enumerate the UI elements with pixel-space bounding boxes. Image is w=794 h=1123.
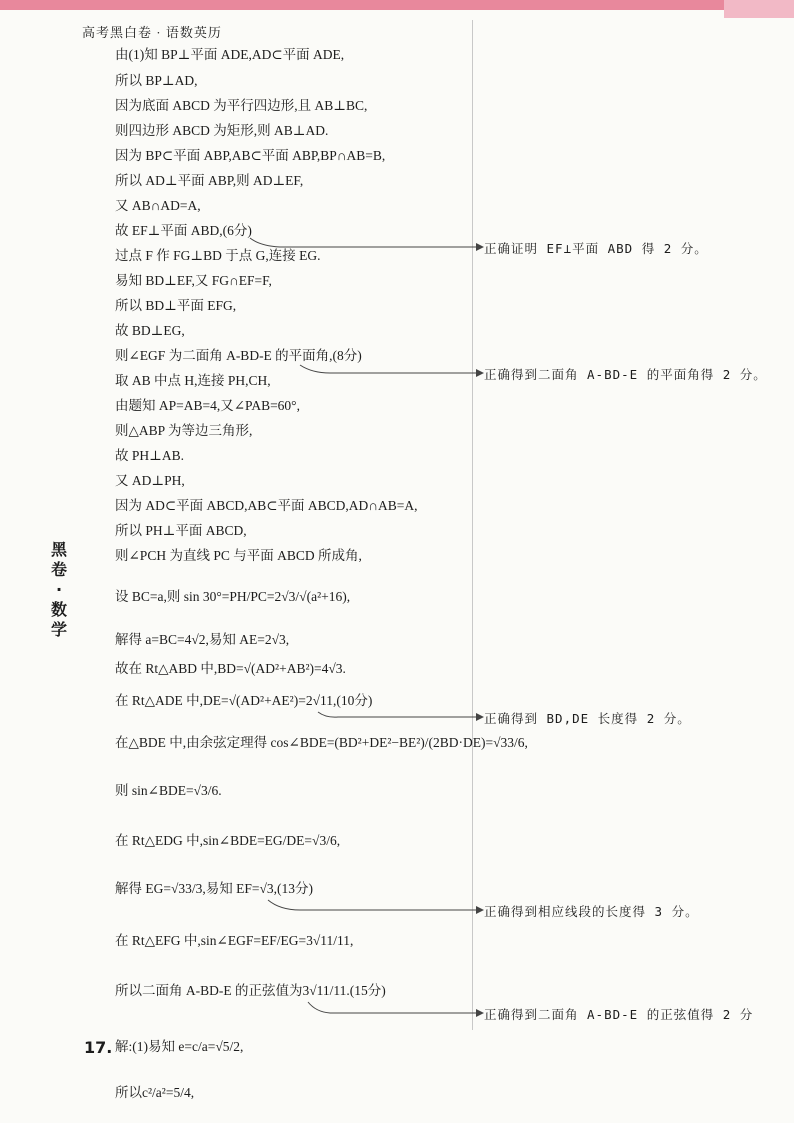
solution-line: 在△BDE 中,由余弦定理得 cos∠BDE=(BD²+DE²−BE²)/(2BD·DE)=√33/6, [115, 735, 528, 750]
arrow-head [476, 906, 484, 914]
arrow-connector [300, 365, 478, 373]
solution-line: 解得 a=BC=4√2,易知 AE=2√3, [115, 632, 290, 647]
solution-line: 则∠EGF 为二面角 A-BD-E 的平面角,(8分) [115, 348, 362, 363]
solution-line: 所以 PH⊥平面 ABCD, [115, 523, 247, 538]
solution-line: 故 EF⊥平面 ABD,(6分) [115, 223, 252, 238]
solution-line: 解:(1)易知 e=c/a=√5/2, [115, 1039, 244, 1054]
arrow-head [476, 1009, 484, 1017]
solution-line: 在 Rt△EDG 中,sin∠BDE=EG/DE=√3/6, [115, 833, 341, 848]
solution-line: 解得 EG=√33/3,易知 EF=√3,(13分) [115, 881, 314, 896]
margin-note: 正确得到二面角 A-BD-E 的正弦值得 2 分 [484, 1007, 754, 1022]
solution-line: 由(1)知 BP⊥平面 ADE,AD⊂平面 ADE, [115, 47, 345, 62]
solution-line: 所以二面角 A-BD-E 的正弦值为3√11/11.(15分) [115, 983, 386, 998]
solution-line: 又 AD⊥PH, [115, 473, 185, 488]
side-tag: 黑卷·数学 [50, 540, 67, 639]
solution-line: 所以 BD⊥平面 EFG, [115, 298, 237, 313]
solution-line: 则四边形 ABCD 为矩形,则 AB⊥AD. [115, 123, 329, 138]
page-header: 高考黑白卷 · 语数英历 [82, 25, 222, 40]
solution-line: 则△ABP 为等边三角形, [115, 423, 253, 438]
margin-note: 正确证明 EF⊥平面 ABD 得 2 分。 [484, 241, 708, 256]
solution-line: 过点 F 作 FG⊥BD 于点 G,连接 EG. [115, 248, 321, 263]
solution-line: 故 PH⊥AB. [115, 448, 184, 463]
margin-note: 正确得到 BD,DE 长度得 2 分。 [484, 711, 691, 726]
solution-line: 因为 AD⊂平面 ABCD,AB⊂平面 ABCD,AD∩AB=A, [115, 498, 418, 513]
arrow-connector [268, 900, 478, 910]
margin-note: 正确得到二面角 A-BD-E 的平面角得 2 分。 [484, 367, 767, 382]
question-number: 17. [84, 1038, 113, 1057]
arrow-head [476, 243, 484, 251]
solution-line: 易知 BD⊥EF,又 FG∩EF=F, [115, 273, 272, 288]
solution-line: 因为底面 ABCD 为平行四边形,且 AB⊥BC, [115, 98, 368, 113]
solution-line: 因为 BP⊂平面 ABP,AB⊂平面 ABP,BP∩AB=B, [115, 148, 386, 163]
solution-line: 在 Rt△ADE 中,DE=√(AD²+AE²)=2√11,(10分) [115, 693, 373, 708]
arrow-connector [250, 238, 478, 247]
margin-note: 正确得到相应线段的长度得 3 分。 [484, 904, 699, 919]
arrow-head [476, 369, 484, 377]
solution-line: 取 AB 中点 H,连接 PH,CH, [115, 373, 271, 388]
solution-line: 由题知 AP=AB=4,又∠PAB=60°, [115, 398, 300, 413]
solution-line: 所以 AD⊥平面 ABP,则 AD⊥EF, [115, 173, 304, 188]
arrow-connector [318, 712, 478, 717]
solution-line: 又 AB∩AD=A, [115, 198, 201, 213]
solution-line: 则∠PCH 为直线 PC 与平面 ABCD 所成角, [115, 548, 362, 563]
solution-line: 则 sin∠BDE=√3/6. [115, 783, 222, 798]
solution-line: 故 BD⊥EG, [115, 323, 185, 338]
solution-line: 设 BC=a,则 sin 30°=PH/PC=2√3/√(a²+16), [115, 589, 351, 604]
solution-line: 故在 Rt△ABD 中,BD=√(AD²+AB²)=4√3. [115, 661, 346, 676]
solution-line: 在 Rt△EFG 中,sin∠EGF=EF/EG=3√11/11, [115, 933, 354, 948]
arrow-head [476, 713, 484, 721]
solution-line: 所以c²/a²=5/4, [115, 1085, 195, 1100]
arrow-connector [308, 1002, 478, 1013]
solution-line: 所以 BP⊥AD, [115, 73, 198, 88]
